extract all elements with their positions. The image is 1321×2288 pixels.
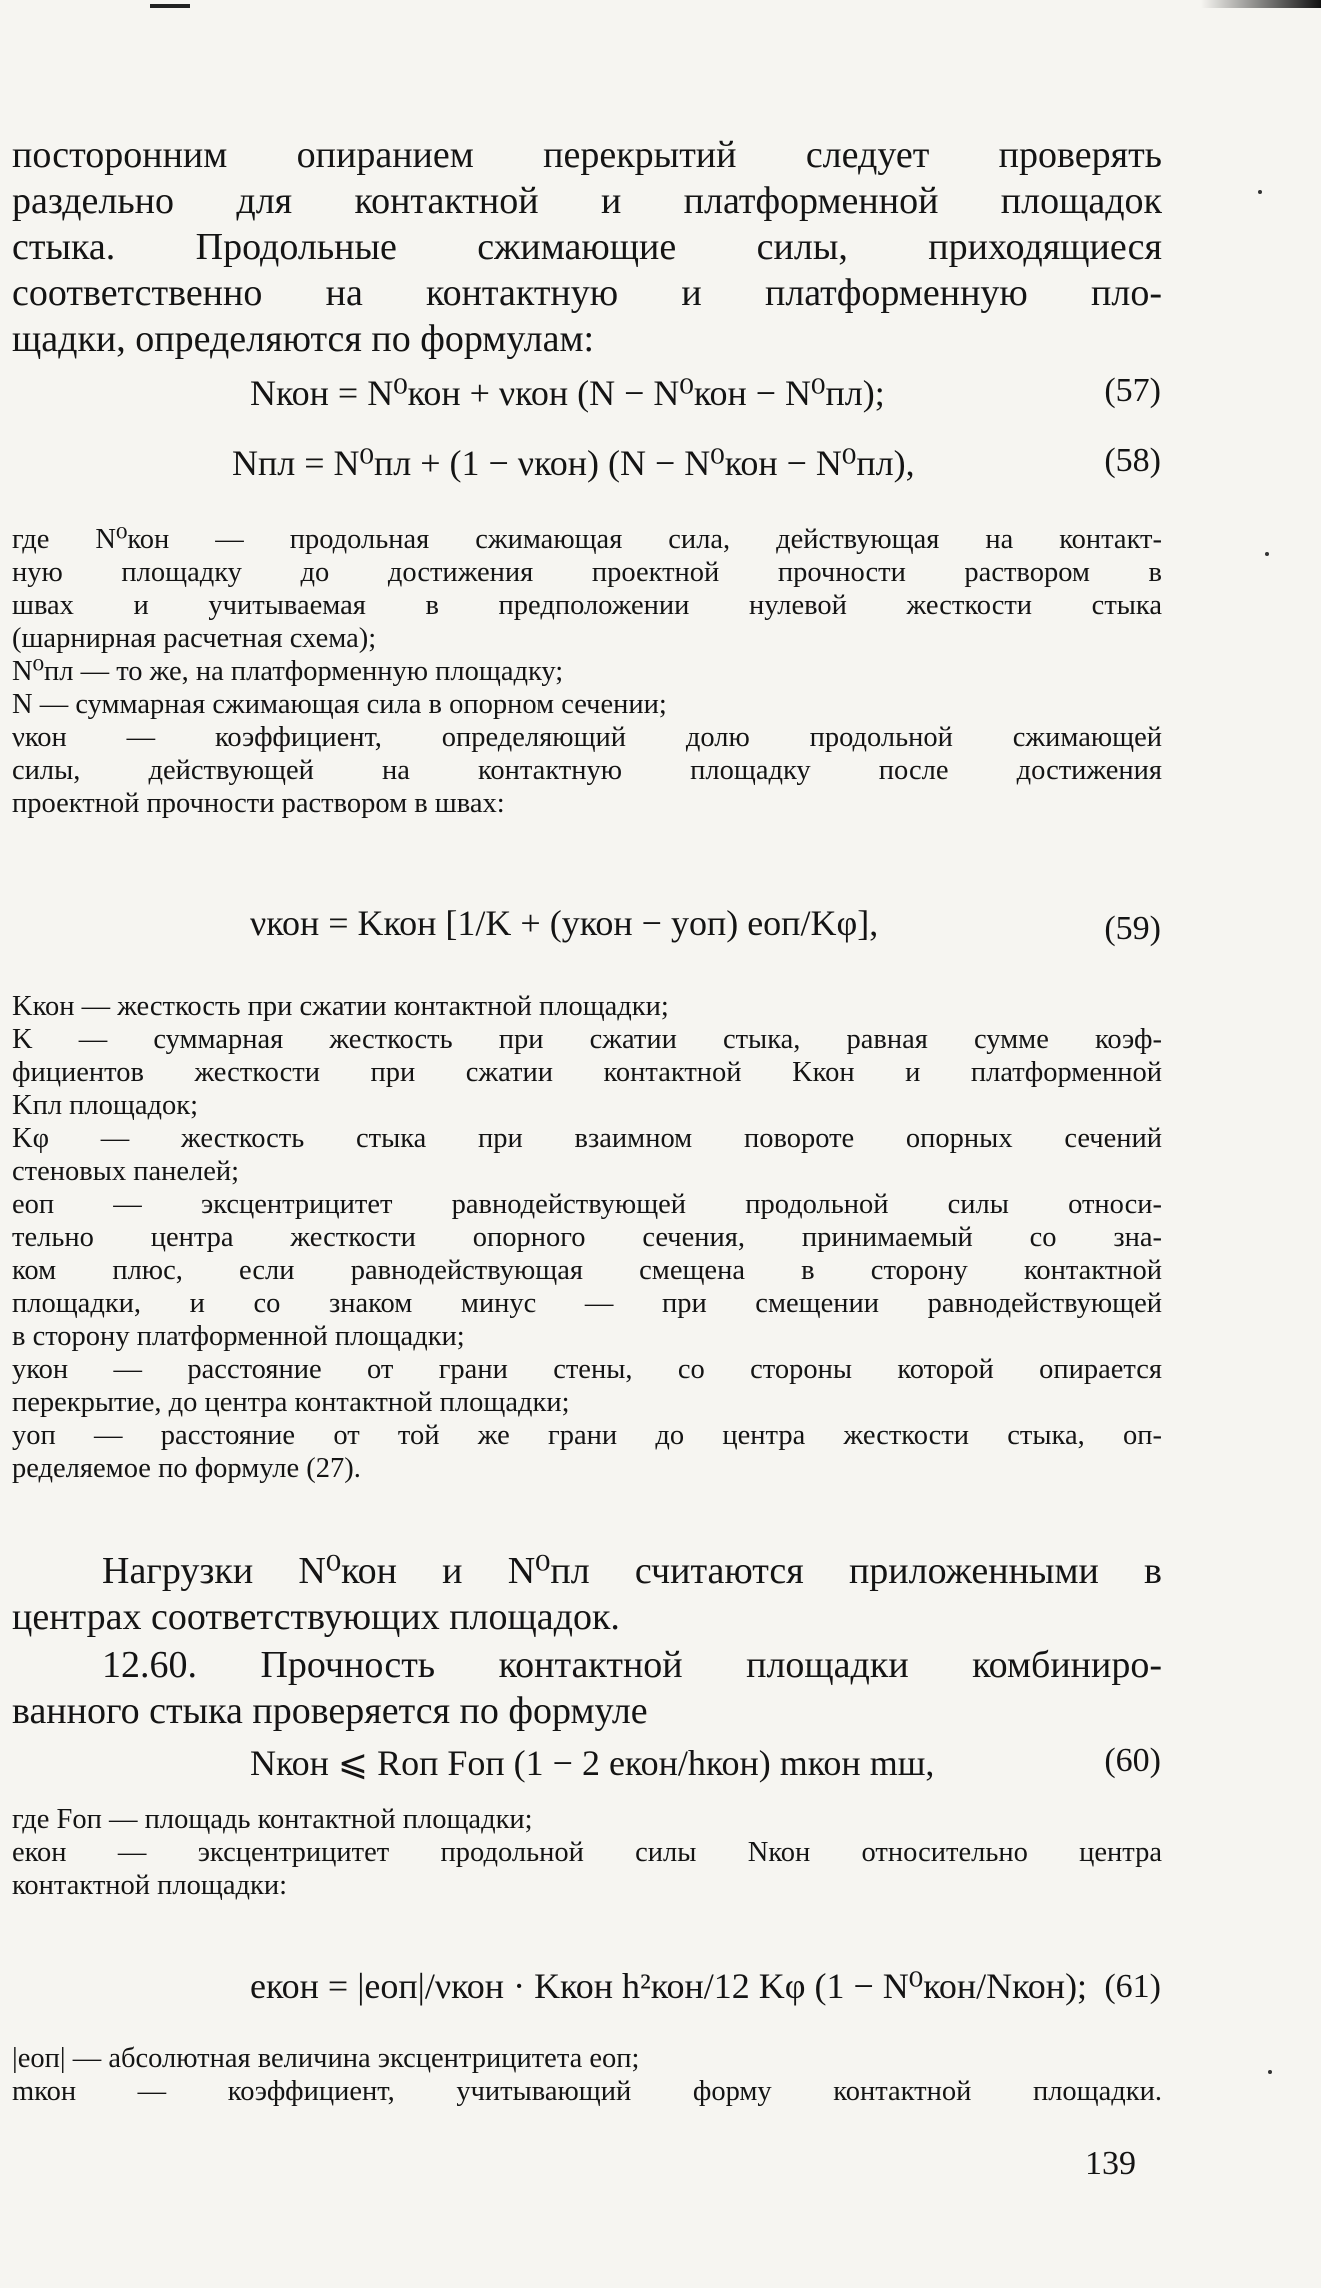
definition-line: тельно центра жесткости опорного сечения, принимаемый со зна- bbox=[12, 1222, 1162, 1253]
definition-line: Kпл площадок; bbox=[12, 1090, 199, 1121]
definition-line: фициентов жесткости при сжатии контактной Kкон и платформенной bbox=[12, 1057, 1162, 1088]
definition-line: Kφ — жесткость стыка при взаимном повороте опорных сечений bbox=[12, 1123, 1162, 1154]
definition-line: перекрытие, до центра контактной площадки; bbox=[12, 1387, 570, 1418]
equation-number: (59) bbox=[1104, 910, 1161, 947]
definitions-list bbox=[12, 990, 1162, 1485]
page-number: 139 bbox=[1085, 2145, 1136, 2182]
definition-line: швах и учитываемая в предположении нулевой жесткости стыка bbox=[12, 590, 1162, 621]
formula-60: Nкон ⩽ Rоп Fоп (1 − 2 eкон/hкон) mкон mш, bbox=[250, 1743, 935, 1783]
text-line: 12.60. Прочность контактной площадки комбиниро- bbox=[102, 1644, 1162, 1686]
text-line: Нагрузки N⁰кон и N⁰пл считаются приложенными в bbox=[102, 1550, 1162, 1592]
definition-line: eкон — эксцентрицитет продольной силы Nкон относительно центра bbox=[12, 1837, 1162, 1868]
section-12-60 bbox=[12, 1642, 1162, 1734]
text-line: ванного стыка проверяется по формуле bbox=[12, 1690, 648, 1732]
definition-line: yкон — расстояние от грани стены, со стороны которой опирается bbox=[12, 1354, 1162, 1385]
definition-line: (шарнирная расчетная схема); bbox=[12, 623, 377, 654]
definition-line: eоп — эксцентрицитет равнодействующей продольной силы относи- bbox=[12, 1189, 1162, 1220]
definition-line: N⁰пл — то же, на платформенную площадку; bbox=[12, 656, 564, 687]
scan-mark bbox=[1201, 0, 1321, 8]
definition-line: yоп — расстояние от той же грани до центра жесткости стыка, оп- bbox=[12, 1420, 1162, 1451]
definition-line: силы, действующей на контактную площадку после достижения bbox=[12, 755, 1162, 786]
definition-line: проектной прочности раствором в швах: bbox=[12, 788, 505, 819]
intro-paragraph bbox=[12, 132, 1162, 362]
definitions-list bbox=[12, 1803, 1162, 1902]
formula-61: eкон = |eоп|/νкон · Kкон h²кон/12 Kφ (1 − N⁰кон/Nкон); bbox=[250, 1966, 1088, 2006]
equation-number: (58) bbox=[1104, 442, 1161, 479]
equation-number: (57) bbox=[1104, 372, 1161, 409]
definition-line: ком плюс, если равнодействующая смещена в сторону контактной bbox=[12, 1255, 1162, 1286]
definition-line: в сторону платформенной площадки; bbox=[12, 1321, 465, 1352]
equation-number: (60) bbox=[1104, 1742, 1161, 1779]
text-line: соответственно на контактную и платформенную пло- bbox=[12, 272, 1162, 314]
formula-58: Nпл = N⁰пл + (1 − νкон) (N − N⁰кон − N⁰пл), bbox=[232, 443, 915, 483]
definition-line: N — суммарная сжимающая сила в опорном сечении; bbox=[12, 689, 667, 720]
definition-line: K — суммарная жесткость при сжатии стыка, равная сумме коэф- bbox=[12, 1024, 1162, 1055]
definition-line: ную площадку до достижения проектной прочности раствором в bbox=[12, 557, 1162, 588]
definition-line: где N⁰кон — продольная сжимающая сила, действующая на контакт- bbox=[12, 524, 1162, 555]
definition-line: контактной площадки: bbox=[12, 1870, 287, 1901]
equation-number: (61) bbox=[1104, 1968, 1161, 2005]
text-line: раздельно для контактной и платформенной площадок bbox=[12, 180, 1162, 222]
definitions-list bbox=[12, 2042, 1162, 2108]
scan-mark bbox=[150, 4, 190, 8]
text-line: центрах соответствующих площадок. bbox=[12, 1596, 620, 1638]
definition-line: νкон — коэффициент, определяющий долю продольной сжимающей bbox=[12, 722, 1162, 753]
formula-59: νкон = Kкон [1/K + (yкон − yоп) eоп/Kφ], bbox=[250, 903, 879, 943]
definition-line: |eоп| — абсолютная величина эксцентрицитета eоп; bbox=[12, 2043, 640, 2074]
scan-speck bbox=[1265, 552, 1269, 556]
definition-line: ределяемое по формуле (27). bbox=[12, 1453, 361, 1484]
text-line: щадки, определяются по формулам: bbox=[12, 318, 595, 360]
definition-line: площадки, и со знаком минус — при смещении равнодействующей bbox=[12, 1288, 1162, 1319]
formula-57: Nкон = N⁰кон + νкон (N − N⁰кон − N⁰пл); bbox=[250, 373, 885, 413]
definition-line: Kкон — жесткость при сжатии контактной площадки; bbox=[12, 991, 669, 1022]
definitions-list bbox=[12, 523, 1162, 820]
definition-line: mкон — коэффициент, учитывающий форму контактной площадки. bbox=[12, 2076, 1162, 2107]
loads-paragraph bbox=[12, 1548, 1162, 1640]
definition-line: стеновых панелей; bbox=[12, 1156, 240, 1187]
scan-speck bbox=[1268, 2070, 1272, 2074]
text-line: посторонним опиранием перекрытий следует проверять bbox=[12, 134, 1162, 176]
scan-speck bbox=[1258, 190, 1262, 194]
definition-line: где Fоп — площадь контактной площадки; bbox=[12, 1804, 533, 1835]
text-line: стыка. Продольные сжимающие силы, приходящиеся bbox=[12, 226, 1162, 268]
